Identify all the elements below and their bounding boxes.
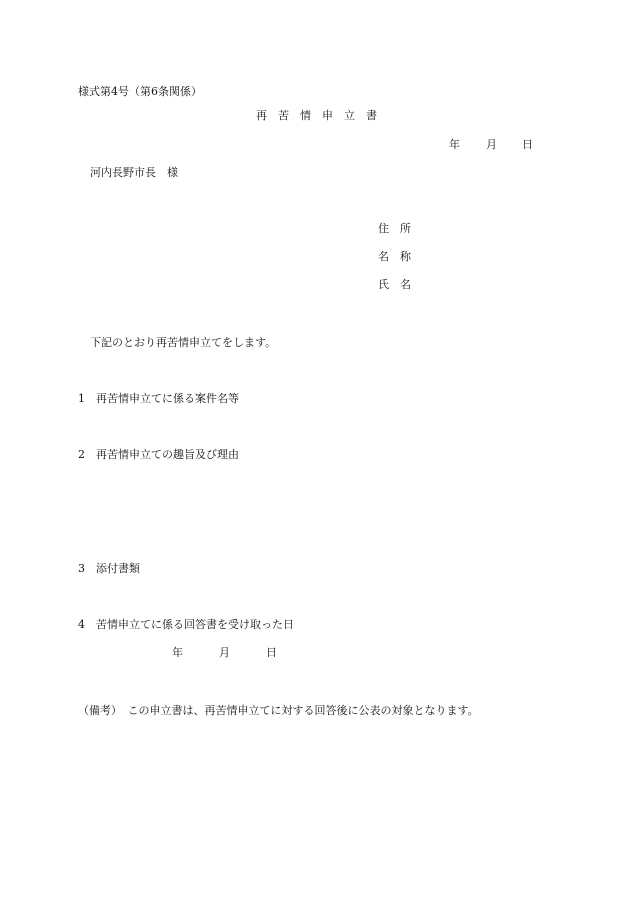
intro-text: 下記のとおり再苦情申立てをします。	[90, 336, 277, 349]
applicant-corp-name-label: 名 称	[378, 250, 411, 263]
addressee: 河内長野市長 様	[90, 166, 178, 179]
item-receipt-date: 4 苦情申立てに係る回答書を受け取った日	[78, 618, 294, 631]
receipt-day-label: 日	[266, 646, 277, 659]
item-attachments: 3 添付書類	[78, 562, 140, 575]
applicant-address-label: 住 所	[378, 222, 411, 235]
applicant-person-name-label: 氏 名	[378, 278, 411, 291]
item-purpose-reason: 2 再苦情申立ての趣旨及び理由	[78, 448, 239, 461]
form-number: 様式第4号（第6条関係）	[78, 85, 202, 98]
item-case-name: 1 再苦情申立てに係る案件名等	[78, 392, 239, 405]
date-day-label: 日	[522, 138, 533, 151]
date-month-label: 月	[486, 138, 497, 151]
receipt-month-label: 月	[219, 646, 230, 659]
remarks-note: （備考） この申立書は、再苦情申立てに対する回答後に公表の対象となります。	[78, 704, 479, 717]
page-title: 再 苦 情 申 立 書	[256, 109, 377, 122]
date-year-label: 年	[449, 138, 460, 151]
receipt-year-label: 年	[172, 646, 183, 659]
